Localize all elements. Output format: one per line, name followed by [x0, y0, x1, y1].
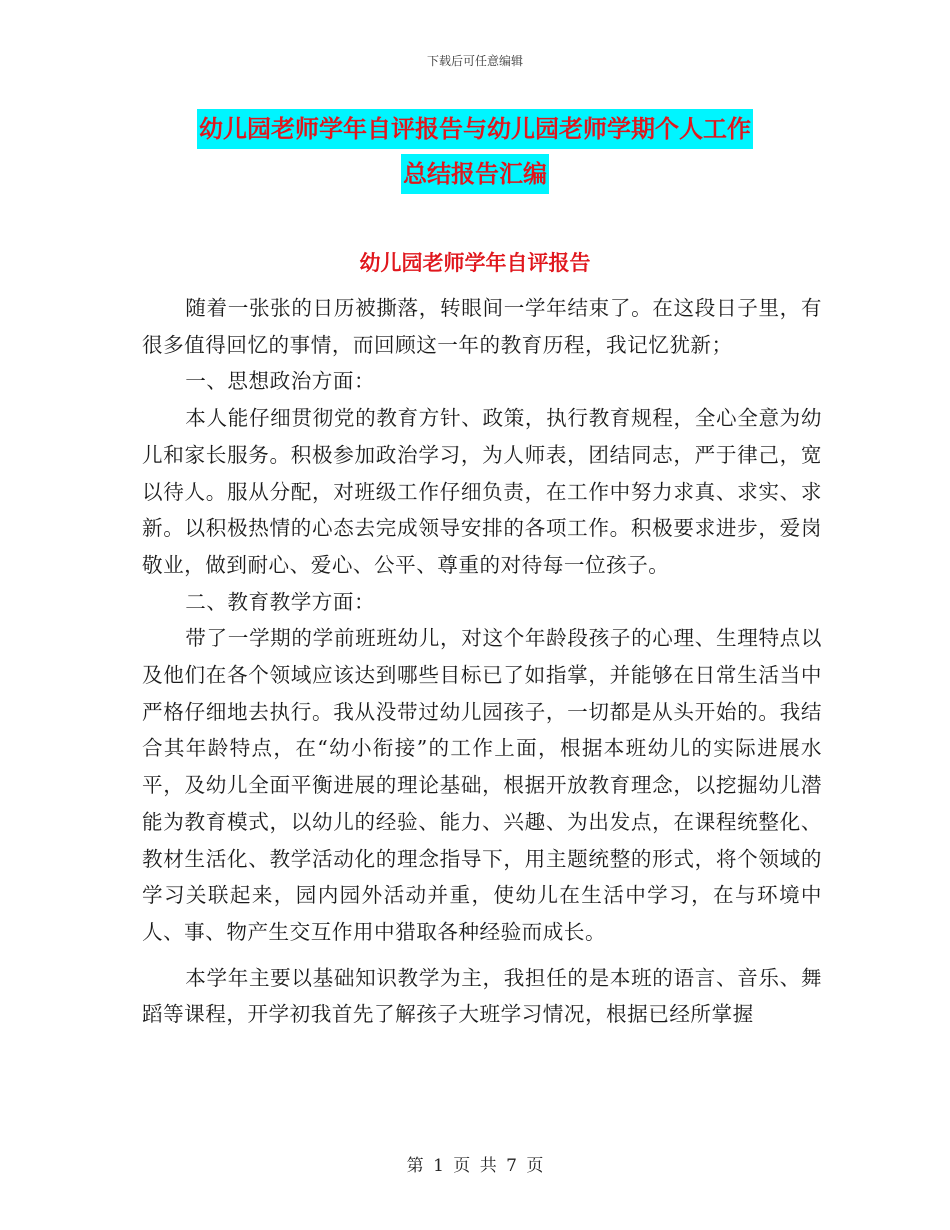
- document-body: [142, 290, 822, 1033]
- paragraph-heading-teaching: 二、教育教学方面：: [185, 589, 376, 614]
- header-note: 下载后可任意编辑: [426, 54, 523, 68]
- paragraph-teaching: 带了一学期的学前班班幼儿，对这个年龄段孩子的心理、生理特点以及他们在各个领域应该达到哪些目标已了如指掌，并能够在日常生活当中严格仔细地去执行。我从没带过幼儿园孩子，一切都是从头开始的。我结合其年龄特点，在“幼小衔接”的工作上面，根据本班幼儿的实际进展水平，及幼儿全面平衡进展的理论基础，根据开放教育理念，以挖掘幼儿潜能为教育模式，以幼儿的经验、能力、兴趣、为出发点，在课程统整化、教材生活化、教学活动化的理念指导下，用主题统整的形式，将个领域的学习关联起来，园内园外活动并重，使幼儿在生活中学习，在与环境中人、事、物产生交互作用中猎取各种经验而成长。: [142, 626, 822, 944]
- paragraph-courses: 本学年主要以基础知识教学为主，我担任的是本班的语言、音乐、舞蹈等课程，开学初我首先了解孩子大班学习情况，根据已经所掌握: [142, 965, 822, 1027]
- document-title-text-2: 总结报告汇编: [401, 154, 549, 194]
- document-title-text-1: 幼儿园老师学年自评报告与幼儿园老师学期个人工作: [197, 109, 753, 149]
- document-title-line-2: [0, 160, 950, 188]
- document-title-line-1: [0, 115, 950, 143]
- paragraph-ideology: 本人能仔细贯彻党的教育方针、政策，执行教育规程，全心全意为幼儿和家长服务。积极参加政治学习，为人师表，团结同志，严于律己，宽以待人。服从分配，对班级工作仔细负责，在工作中努力求真、求实、求新。以积极热情的心态去完成领导安排的各项工作。积极要求进步，爱岗敬业，做到耐心、爱心、公平、尊重的对待每一位孩子。: [142, 406, 822, 577]
- paragraph-heading-ideology: 一、思想政治方面：: [185, 369, 376, 394]
- paragraph-intro: 随着一张张的日历被撕落，转眼间一学年结束了。在这段日子里，有很多值得回忆的事情，而回顾这一年的教育历程，我记忆犹新；: [142, 296, 822, 357]
- section-title: 幼儿园老师学年自评报告: [359, 251, 591, 275]
- page-footer: 第 1 页 共 7 页: [406, 1156, 544, 1176]
